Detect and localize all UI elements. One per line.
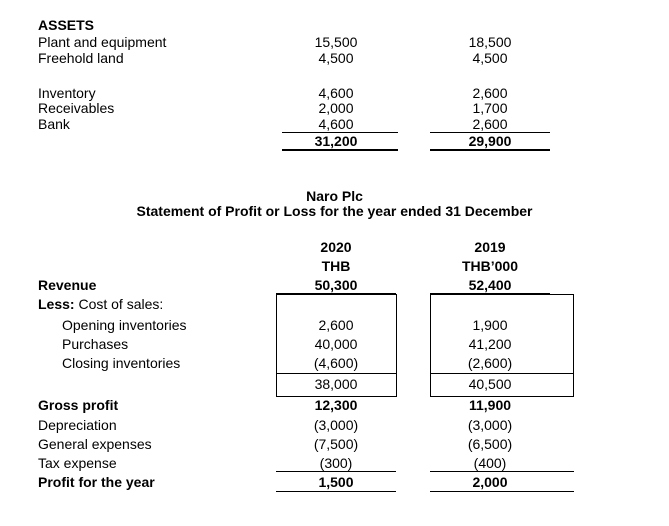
value-prior: 2,600 [472,85,508,101]
profit-label: Profit for the year [38,474,155,490]
col-year-prior: 2019 [474,239,506,255]
value-current: 4,500 [318,50,354,66]
value-current: 2,600 [318,317,354,333]
value-prior: (6,500) [467,436,513,452]
profit-rule [430,471,574,472]
value-current: 15,500 [314,34,358,50]
value-prior: (2,600) [467,355,513,371]
cos-total-current: 38,000 [314,376,358,392]
row-label: Receivables [38,100,115,116]
statement-title: Statement of Profit or Loss for the year ended 31 December [136,203,533,219]
profit-rule [276,471,396,472]
value-current: 4,600 [318,116,354,132]
value-prior: 41,200 [468,336,512,352]
value-prior: (3,000) [467,417,513,433]
gross-profit-prior: 11,900 [468,397,512,413]
col-year-current: 2020 [320,239,352,255]
company-name: Naro Plc [306,188,363,204]
value-prior: (400) [473,455,507,471]
assets-heading: ASSETS [38,17,95,33]
row-label: General expenses [38,436,152,452]
value-current: (7,500) [313,436,359,452]
total-double-rule [430,149,550,151]
value-current: 2,000 [318,100,354,116]
assets-total-prior: 29,900 [468,133,512,149]
value-current: 40,000 [314,336,358,352]
revenue-prior: 52,400 [468,277,512,293]
cos-subtotal-rule [430,373,574,374]
row-label: Depreciation [38,417,117,433]
col-unit-prior: THB’000 [461,258,519,274]
profit-underline [430,491,574,492]
profit-underline [276,491,396,492]
value-prior: 4,500 [472,50,508,66]
value-current: 4,600 [318,85,354,101]
row-label: Freehold land [38,50,124,66]
profit-current: 1,500 [318,474,354,490]
value-current: (3,000) [313,417,359,433]
cos-subtotal-rule [276,373,397,374]
revenue-label: Revenue [38,277,97,293]
col-unit-current: THB [321,258,351,274]
value-current: (4,600) [313,355,359,371]
row-label: Opening inventories [62,317,187,333]
row-label: Purchases [62,336,129,352]
row-label: Bank [38,116,70,132]
row-label: Tax expense [38,455,117,471]
cos-total-prior: 40,500 [468,376,512,392]
revenue-current: 50,300 [314,277,358,293]
row-label: Inventory [38,85,96,101]
gross-profit-label: Gross profit [38,397,119,413]
value-prior: 18,500 [468,34,512,50]
total-double-rule [282,149,398,151]
row-label: Plant and equipment [38,34,167,50]
cost-of-sales-label: Less: Cost of sales: [38,296,164,312]
gross-profit-current: 12,300 [314,397,358,413]
assets-total-current: 31,200 [314,133,358,149]
value-prior: 1,900 [472,317,508,333]
row-label: Closing inventories [62,355,181,371]
value-prior: 2,600 [472,116,508,132]
value-current: (300) [319,455,353,471]
value-prior: 1,700 [472,100,508,116]
profit-prior: 2,000 [472,474,508,490]
